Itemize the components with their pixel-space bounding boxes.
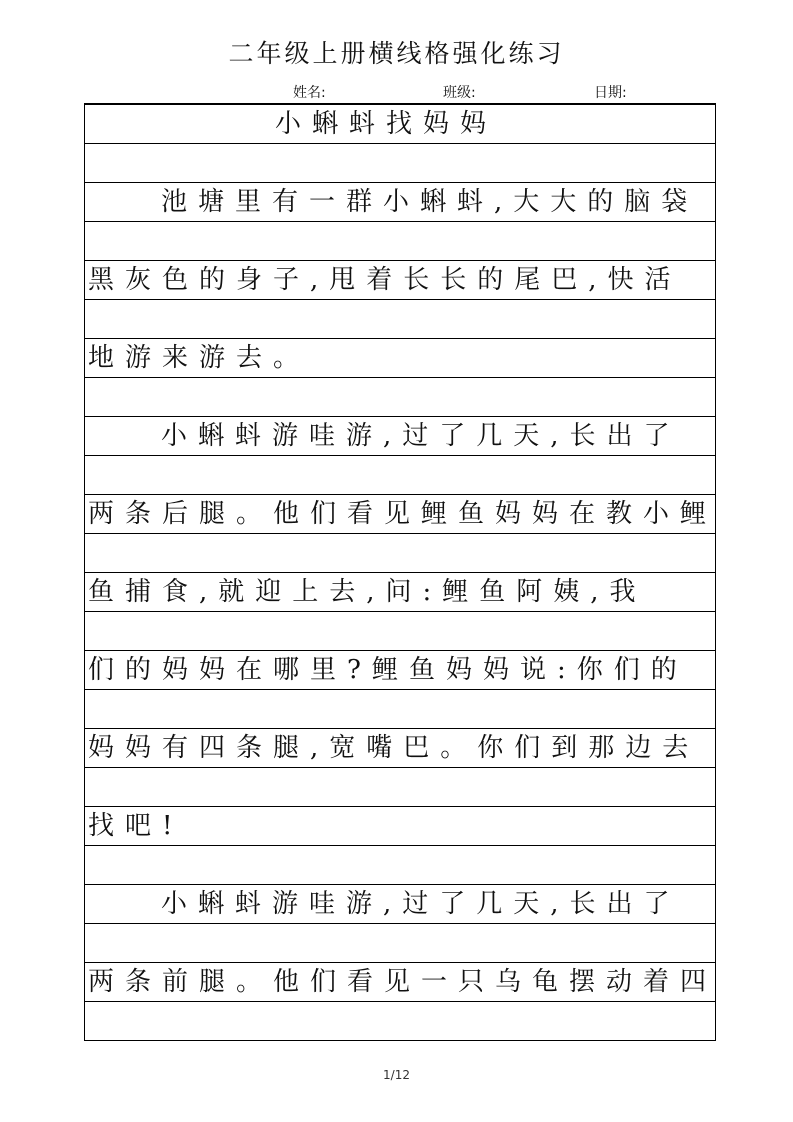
- blank-writing-row[interactable]: [85, 923, 715, 962]
- text-row: [85, 728, 715, 767]
- text-row: [85, 572, 715, 611]
- blank-writing-row[interactable]: [85, 845, 715, 884]
- text-row: [85, 494, 718, 533]
- blank-writing-row[interactable]: [85, 1001, 715, 1040]
- story-line: 们的妈妈在哪里?鲤鱼妈妈说:你们的: [88, 655, 688, 685]
- blank-writing-row[interactable]: [85, 377, 715, 416]
- story-line: 地游来游去。: [88, 343, 311, 373]
- blank-writing-row[interactable]: [85, 611, 715, 650]
- class-label: 班级:: [443, 85, 476, 101]
- text-row: [85, 416, 715, 455]
- story-line: 妈妈有四条腿,宽嘴巴。你们到那边去: [88, 733, 700, 763]
- blank-writing-row[interactable]: [85, 689, 715, 728]
- story-line: 鱼捕食,就迎上去,问:鲤鱼阿姨,我: [88, 577, 647, 607]
- text-row: [85, 260, 715, 299]
- text-row: [85, 182, 715, 221]
- story-line: 两条后腿。他们看见鲤鱼妈妈在教小鲤: [88, 499, 718, 529]
- blank-writing-row[interactable]: [85, 767, 715, 806]
- date-label: 日期:: [594, 85, 627, 101]
- story-line: 两条前腿。他们看见一只乌龟摆动着四: [88, 967, 718, 997]
- blank-writing-row[interactable]: [85, 299, 715, 338]
- text-row: [85, 806, 715, 845]
- blank-writing-row[interactable]: [85, 455, 715, 494]
- story-line: 小蝌蚪游哇游,过了几天,长出了: [161, 889, 681, 919]
- text-row: [85, 884, 715, 923]
- story-line: 池塘里有一群小蝌蚪,大大的脑袋: [161, 187, 699, 217]
- text-row: [85, 650, 715, 689]
- blank-writing-row[interactable]: [85, 533, 715, 572]
- story-line: 黑灰色的身子,甩着长长的尾巴,快活: [88, 265, 682, 295]
- text-row: [85, 338, 715, 377]
- story-line: 找吧!: [88, 811, 184, 841]
- text-row: [85, 103, 715, 143]
- worksheet-title: 二年级上册横线格强化练习: [228, 39, 565, 68]
- story-title: 小蝌蚪找妈妈: [275, 109, 498, 139]
- name-label: 姓名:: [293, 85, 326, 101]
- page-number: 1/12: [383, 1068, 410, 1082]
- blank-writing-row[interactable]: [85, 221, 715, 260]
- lined-writing-sheet: [84, 103, 716, 1041]
- blank-writing-row[interactable]: [85, 143, 715, 182]
- text-row: [85, 962, 718, 1001]
- story-line: 小蝌蚪游哇游,过了几天,长出了: [161, 421, 681, 451]
